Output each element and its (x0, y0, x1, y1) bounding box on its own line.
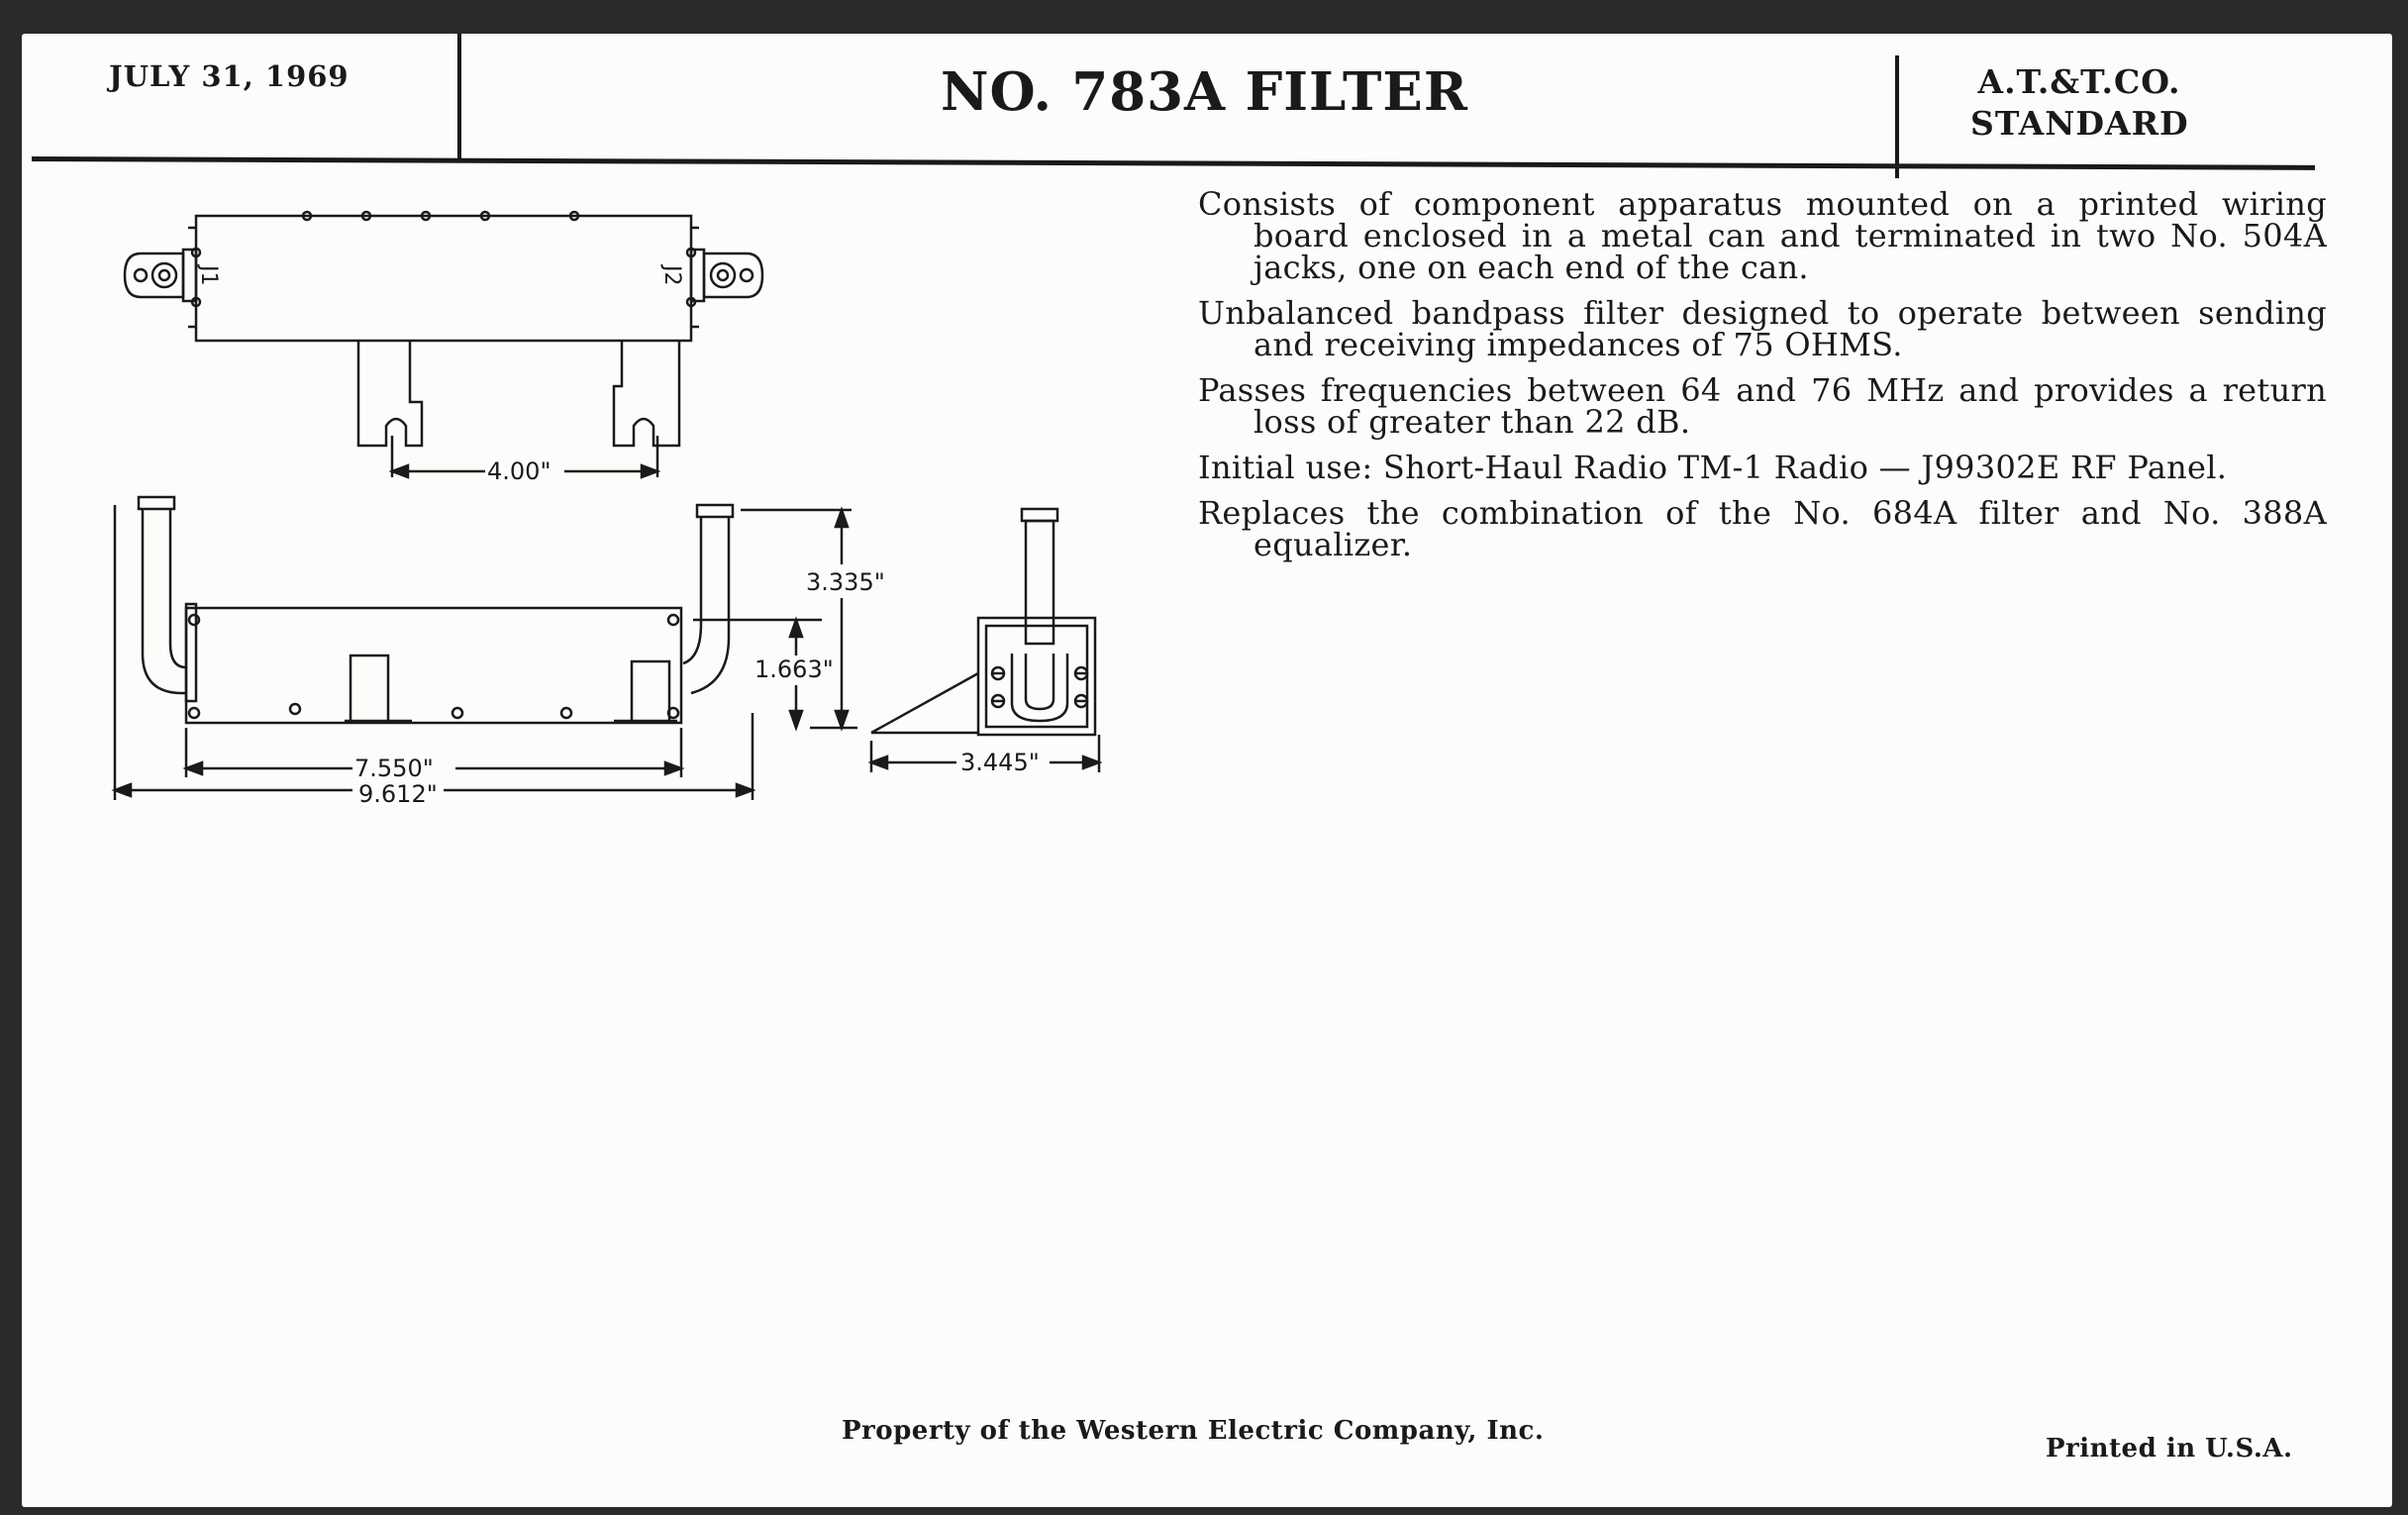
printed-notice: Printed in U.S.A. (2046, 1434, 2293, 1464)
standard-line-1: A.T.&T.CO. (1977, 62, 2181, 101)
description-paragraph: Consists of component apparatus mounted on a printed wiring board enclosed in a metal can and terminated in two No. 504A jacks, one on each end of the can. (1198, 185, 2327, 286)
jack-j1-label: J1 (196, 265, 221, 286)
dim-length-can: 7.550" (354, 755, 434, 782)
mount-bracket-left (358, 341, 422, 446)
top-view (125, 212, 762, 485)
side-view (871, 509, 1099, 776)
jack-j2-icon (691, 250, 762, 301)
dim-depth: 3.445" (960, 749, 1040, 776)
jack-j2-label: J2 (659, 265, 684, 286)
header-divider-left (457, 34, 461, 160)
filter-dimension-drawing (99, 178, 1149, 832)
mount-bracket-right (614, 341, 679, 446)
issue-date: JULY 31, 1969 (109, 59, 350, 93)
description-paragraph: Unbalanced bandpass filter designed to operate between sending and receiving impedances of 75 OHMS. (1198, 294, 2327, 363)
standard-label (1970, 61, 2188, 145)
standard-line-2: STANDARD (1970, 104, 2189, 143)
jack-j1-icon (125, 250, 196, 301)
description-paragraph: Replaces the combination of the No. 684A filter and No. 388A equalizer. (1198, 494, 2327, 563)
property-notice: Property of the Western Electric Company, Inc. (842, 1416, 1545, 1446)
dim-height-total: 3.335" (806, 568, 885, 596)
header-divider-right (1895, 55, 1899, 178)
page-title: NO. 783A FILTER (941, 61, 1468, 123)
description-paragraph: Passes frequencies between 64 and 76 MHz and provides a return loss of greater than 22 dB. (1198, 371, 2327, 441)
dim-length-total: 9.612" (358, 780, 438, 808)
dim-mount-spacing: 4.00" (487, 457, 552, 485)
description-paragraph: Initial use: Short-Haul Radio TM-1 Radio — J99302E RF Panel. (1198, 449, 2228, 486)
dim-height-can: 1.663" (754, 656, 834, 683)
description (1198, 185, 2327, 574)
front-view (115, 497, 885, 808)
